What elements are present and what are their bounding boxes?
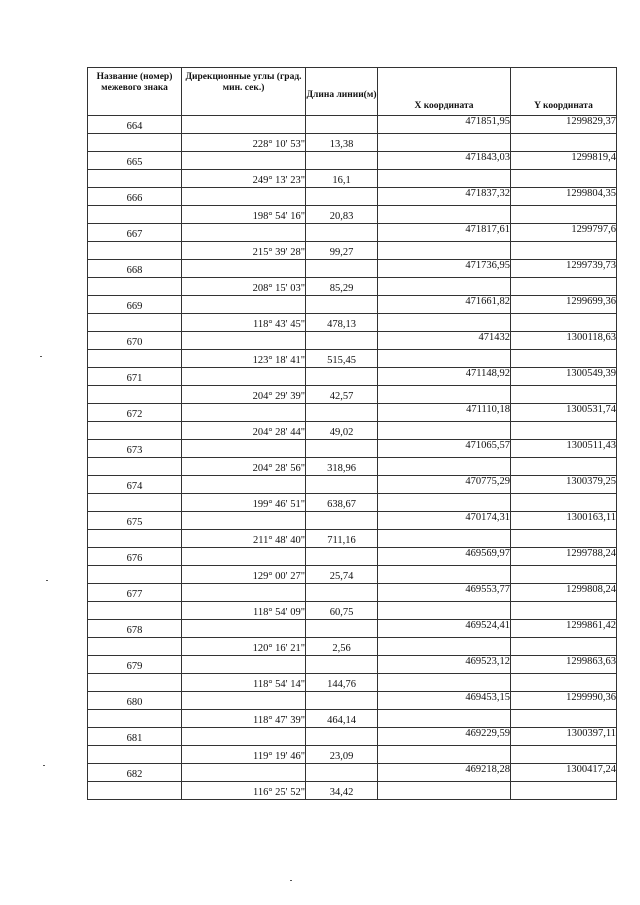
line-length-cell — [306, 224, 378, 242]
mark-name-cell: 676 — [88, 548, 182, 566]
table-row — [88, 296, 617, 314]
mark-name-cell — [88, 386, 182, 404]
x-coordinate-cell — [378, 746, 511, 764]
line-length-cell — [306, 656, 378, 674]
table-row — [88, 188, 617, 206]
line-length-cell: 85,29 — [306, 278, 378, 296]
y-coordinate-cell: 1299739,73 — [511, 260, 617, 278]
header-x: X координата — [378, 68, 511, 116]
line-length-cell — [306, 692, 378, 710]
mark-name-cell: 667 — [88, 224, 182, 242]
x-coordinate-cell — [378, 206, 511, 224]
line-length-cell: 144,76 — [306, 674, 378, 692]
x-coordinate-cell: 469453,15 — [378, 692, 511, 710]
x-coordinate-cell: 471065,57 — [378, 440, 511, 458]
y-coordinate-cell: 1299819,4 — [511, 152, 617, 170]
mark-name-cell — [88, 422, 182, 440]
y-coordinate-cell: 1299990,36 — [511, 692, 617, 710]
header-name: Название (номер) межевого знака — [88, 68, 182, 116]
direction-angle-cell — [182, 656, 306, 674]
mark-name-cell — [88, 314, 182, 332]
y-coordinate-cell: 1300163,11 — [511, 512, 617, 530]
direction-angle-cell — [182, 260, 306, 278]
y-coordinate-cell: 1299863,63 — [511, 656, 617, 674]
x-coordinate-cell: 471736,95 — [378, 260, 511, 278]
line-length-cell: 515,45 — [306, 350, 378, 368]
mark-name-cell: 671 — [88, 368, 182, 386]
mark-name-cell — [88, 638, 182, 656]
direction-angle-cell — [182, 332, 306, 350]
table-row — [88, 386, 617, 404]
direction-angle-cell: 118° 54' 09" — [182, 602, 306, 620]
y-coordinate-cell: 1299788,24 — [511, 548, 617, 566]
mark-name-cell: 670 — [88, 332, 182, 350]
mark-name-cell: 674 — [88, 476, 182, 494]
line-length-cell — [306, 260, 378, 278]
x-coordinate-cell: 470174,31 — [378, 512, 511, 530]
line-length-cell: 711,16 — [306, 530, 378, 548]
direction-angle-cell: 228° 10' 53" — [182, 134, 306, 152]
y-coordinate-cell: 1300417,24 — [511, 764, 617, 782]
table-row — [88, 764, 617, 782]
mark-name-cell: 675 — [88, 512, 182, 530]
mark-name-cell — [88, 602, 182, 620]
table-row — [88, 494, 617, 512]
table-row — [88, 116, 617, 134]
x-coordinate-cell: 471661,82 — [378, 296, 511, 314]
table-row — [88, 674, 617, 692]
x-coordinate-cell — [378, 314, 511, 332]
mark-name-cell: 664 — [88, 116, 182, 134]
y-coordinate-cell: 1300531,74 — [511, 404, 617, 422]
direction-angle-cell: 116° 25' 52" — [182, 782, 306, 800]
table-row — [88, 458, 617, 476]
table-row — [88, 242, 617, 260]
table-row — [88, 728, 617, 746]
y-coordinate-cell — [511, 386, 617, 404]
x-coordinate-cell: 471837,32 — [378, 188, 511, 206]
line-length-cell — [306, 116, 378, 134]
y-coordinate-cell — [511, 422, 617, 440]
table-header-row — [88, 68, 617, 116]
y-coordinate-cell — [511, 206, 617, 224]
table-row — [88, 512, 617, 530]
direction-angle-cell: 118° 43' 45" — [182, 314, 306, 332]
mark-name-cell — [88, 134, 182, 152]
y-coordinate-cell — [511, 170, 617, 188]
x-coordinate-cell — [378, 458, 511, 476]
table-row — [88, 278, 617, 296]
y-coordinate-cell: 1300549,39 — [511, 368, 617, 386]
line-length-cell: 464,14 — [306, 710, 378, 728]
x-coordinate-cell — [378, 278, 511, 296]
boundary-marks-table — [87, 67, 617, 800]
mark-name-cell — [88, 674, 182, 692]
y-coordinate-cell — [511, 278, 617, 296]
line-length-cell: 42,57 — [306, 386, 378, 404]
table-body — [88, 116, 617, 800]
table-row — [88, 638, 617, 656]
mark-name-cell — [88, 566, 182, 584]
y-coordinate-cell — [511, 350, 617, 368]
direction-angle-cell: 211° 48' 40" — [182, 530, 306, 548]
y-coordinate-cell: 1299699,36 — [511, 296, 617, 314]
direction-angle-cell — [182, 404, 306, 422]
table-row — [88, 332, 617, 350]
y-coordinate-cell — [511, 314, 617, 332]
x-coordinate-cell — [378, 710, 511, 728]
table-row — [88, 620, 617, 638]
y-coordinate-cell — [511, 674, 617, 692]
line-length-cell: 16,1 — [306, 170, 378, 188]
direction-angle-cell: 215° 39' 28" — [182, 242, 306, 260]
line-length-cell — [306, 584, 378, 602]
y-coordinate-cell — [511, 710, 617, 728]
direction-angle-cell: 204° 28' 44" — [182, 422, 306, 440]
direction-angle-cell — [182, 476, 306, 494]
direction-angle-cell — [182, 116, 306, 134]
mark-name-cell: 673 — [88, 440, 182, 458]
x-coordinate-cell — [378, 422, 511, 440]
mark-name-cell — [88, 530, 182, 548]
header-length: Длина линии(м) — [306, 68, 378, 116]
mark-name-cell: 679 — [88, 656, 182, 674]
x-coordinate-cell: 471110,18 — [378, 404, 511, 422]
direction-angle-cell — [182, 152, 306, 170]
direction-angle-cell: 198° 54' 16" — [182, 206, 306, 224]
table-row — [88, 476, 617, 494]
table-row — [88, 548, 617, 566]
y-coordinate-cell — [511, 566, 617, 584]
line-length-cell — [306, 620, 378, 638]
line-length-cell — [306, 368, 378, 386]
mark-name-cell: 668 — [88, 260, 182, 278]
direction-angle-cell: 204° 29' 39" — [182, 386, 306, 404]
line-length-cell: 23,09 — [306, 746, 378, 764]
mark-name-cell: 669 — [88, 296, 182, 314]
direction-angle-cell — [182, 584, 306, 602]
y-coordinate-cell — [511, 638, 617, 656]
x-coordinate-cell: 469524,41 — [378, 620, 511, 638]
x-coordinate-cell — [378, 674, 511, 692]
line-length-cell — [306, 296, 378, 314]
x-coordinate-cell — [378, 494, 511, 512]
x-coordinate-cell — [378, 350, 511, 368]
line-length-cell — [306, 548, 378, 566]
direction-angle-cell — [182, 620, 306, 638]
line-length-cell: 25,74 — [306, 566, 378, 584]
line-length-cell — [306, 728, 378, 746]
x-coordinate-cell: 469523,12 — [378, 656, 511, 674]
direction-angle-cell — [182, 224, 306, 242]
mark-name-cell: 672 — [88, 404, 182, 422]
mark-name-cell — [88, 458, 182, 476]
y-coordinate-cell: 1299861,42 — [511, 620, 617, 638]
line-length-cell: 60,75 — [306, 602, 378, 620]
direction-angle-cell — [182, 512, 306, 530]
line-length-cell: 34,42 — [306, 782, 378, 800]
x-coordinate-cell: 471148,92 — [378, 368, 511, 386]
table-row — [88, 224, 617, 242]
line-length-cell — [306, 404, 378, 422]
scan-speck — [46, 580, 48, 581]
line-length-cell — [306, 476, 378, 494]
y-coordinate-cell: 1300379,25 — [511, 476, 617, 494]
mark-name-cell — [88, 782, 182, 800]
direction-angle-cell: 129° 00' 27" — [182, 566, 306, 584]
line-length-cell — [306, 764, 378, 782]
y-coordinate-cell — [511, 494, 617, 512]
x-coordinate-cell: 471843,03 — [378, 152, 511, 170]
direction-angle-cell — [182, 728, 306, 746]
x-coordinate-cell — [378, 530, 511, 548]
y-coordinate-cell: 1299808,24 — [511, 584, 617, 602]
scan-speck — [43, 765, 45, 766]
direction-angle-cell — [182, 296, 306, 314]
x-coordinate-cell — [378, 134, 511, 152]
table-row — [88, 368, 617, 386]
mark-name-cell — [88, 710, 182, 728]
x-coordinate-cell — [378, 602, 511, 620]
y-coordinate-cell: 1300511,43 — [511, 440, 617, 458]
table-row — [88, 530, 617, 548]
header-angles: Дирекционные углы (град. мин. сек.) — [182, 68, 306, 116]
direction-angle-cell: 118° 54' 14" — [182, 674, 306, 692]
table-row — [88, 260, 617, 278]
x-coordinate-cell: 469229,59 — [378, 728, 511, 746]
table-row — [88, 134, 617, 152]
table-row — [88, 782, 617, 800]
table-row — [88, 350, 617, 368]
direction-angle-cell: 119° 19' 46" — [182, 746, 306, 764]
x-coordinate-cell: 471432 — [378, 332, 511, 350]
x-coordinate-cell: 471817,61 — [378, 224, 511, 242]
table-row — [88, 314, 617, 332]
mark-name-cell — [88, 170, 182, 188]
direction-angle-cell — [182, 692, 306, 710]
direction-angle-cell: 249° 13' 23" — [182, 170, 306, 188]
mark-name-cell — [88, 494, 182, 512]
header-y: Y координата — [511, 68, 617, 116]
line-length-cell — [306, 512, 378, 530]
x-coordinate-cell — [378, 386, 511, 404]
direction-angle-cell — [182, 440, 306, 458]
mark-name-cell — [88, 350, 182, 368]
mark-name-cell — [88, 206, 182, 224]
mark-name-cell: 666 — [88, 188, 182, 206]
line-length-cell: 20,83 — [306, 206, 378, 224]
y-coordinate-cell — [511, 458, 617, 476]
line-length-cell — [306, 440, 378, 458]
mark-name-cell: 680 — [88, 692, 182, 710]
direction-angle-cell: 123° 18' 41" — [182, 350, 306, 368]
direction-angle-cell — [182, 548, 306, 566]
line-length-cell: 13,38 — [306, 134, 378, 152]
direction-angle-cell: 120° 16' 21" — [182, 638, 306, 656]
line-length-cell — [306, 188, 378, 206]
mark-name-cell: 682 — [88, 764, 182, 782]
mark-name-cell — [88, 242, 182, 260]
y-coordinate-cell — [511, 746, 617, 764]
table-row — [88, 440, 617, 458]
mark-name-cell: 665 — [88, 152, 182, 170]
scan-speck — [290, 880, 292, 881]
x-coordinate-cell — [378, 242, 511, 260]
table-row — [88, 656, 617, 674]
direction-angle-cell — [182, 188, 306, 206]
x-coordinate-cell: 469553,77 — [378, 584, 511, 602]
table-row — [88, 692, 617, 710]
table-row — [88, 170, 617, 188]
direction-angle-cell: 199° 46' 51" — [182, 494, 306, 512]
mark-name-cell: 678 — [88, 620, 182, 638]
y-coordinate-cell — [511, 242, 617, 260]
x-coordinate-cell: 471851,95 — [378, 116, 511, 134]
table-row — [88, 746, 617, 764]
y-coordinate-cell — [511, 134, 617, 152]
line-length-cell: 638,67 — [306, 494, 378, 512]
x-coordinate-cell — [378, 782, 511, 800]
y-coordinate-cell — [511, 782, 617, 800]
x-coordinate-cell: 469569,97 — [378, 548, 511, 566]
direction-angle-cell: 204° 28' 56" — [182, 458, 306, 476]
y-coordinate-cell — [511, 602, 617, 620]
mark-name-cell: 681 — [88, 728, 182, 746]
line-length-cell — [306, 152, 378, 170]
line-length-cell: 2,56 — [306, 638, 378, 656]
mark-name-cell — [88, 746, 182, 764]
line-length-cell: 318,96 — [306, 458, 378, 476]
x-coordinate-cell: 469218,28 — [378, 764, 511, 782]
direction-angle-cell: 118° 47' 39" — [182, 710, 306, 728]
scan-speck — [40, 356, 42, 357]
table-row — [88, 710, 617, 728]
table-row — [88, 422, 617, 440]
line-length-cell: 99,27 — [306, 242, 378, 260]
x-coordinate-cell: 470775,29 — [378, 476, 511, 494]
direction-angle-cell — [182, 368, 306, 386]
x-coordinate-cell — [378, 638, 511, 656]
table-row — [88, 206, 617, 224]
x-coordinate-cell — [378, 566, 511, 584]
y-coordinate-cell: 1299797,6 — [511, 224, 617, 242]
line-length-cell: 478,13 — [306, 314, 378, 332]
table-row — [88, 602, 617, 620]
table-row — [88, 566, 617, 584]
y-coordinate-cell — [511, 530, 617, 548]
y-coordinate-cell: 1299804,35 — [511, 188, 617, 206]
mark-name-cell: 677 — [88, 584, 182, 602]
table-row — [88, 152, 617, 170]
x-coordinate-cell — [378, 170, 511, 188]
line-length-cell: 49,02 — [306, 422, 378, 440]
table-row — [88, 584, 617, 602]
table-row — [88, 404, 617, 422]
y-coordinate-cell: 1300397,11 — [511, 728, 617, 746]
line-length-cell — [306, 332, 378, 350]
mark-name-cell — [88, 278, 182, 296]
direction-angle-cell: 208° 15' 03" — [182, 278, 306, 296]
direction-angle-cell — [182, 764, 306, 782]
y-coordinate-cell: 1300118,63 — [511, 332, 617, 350]
y-coordinate-cell: 1299829,37 — [511, 116, 617, 134]
